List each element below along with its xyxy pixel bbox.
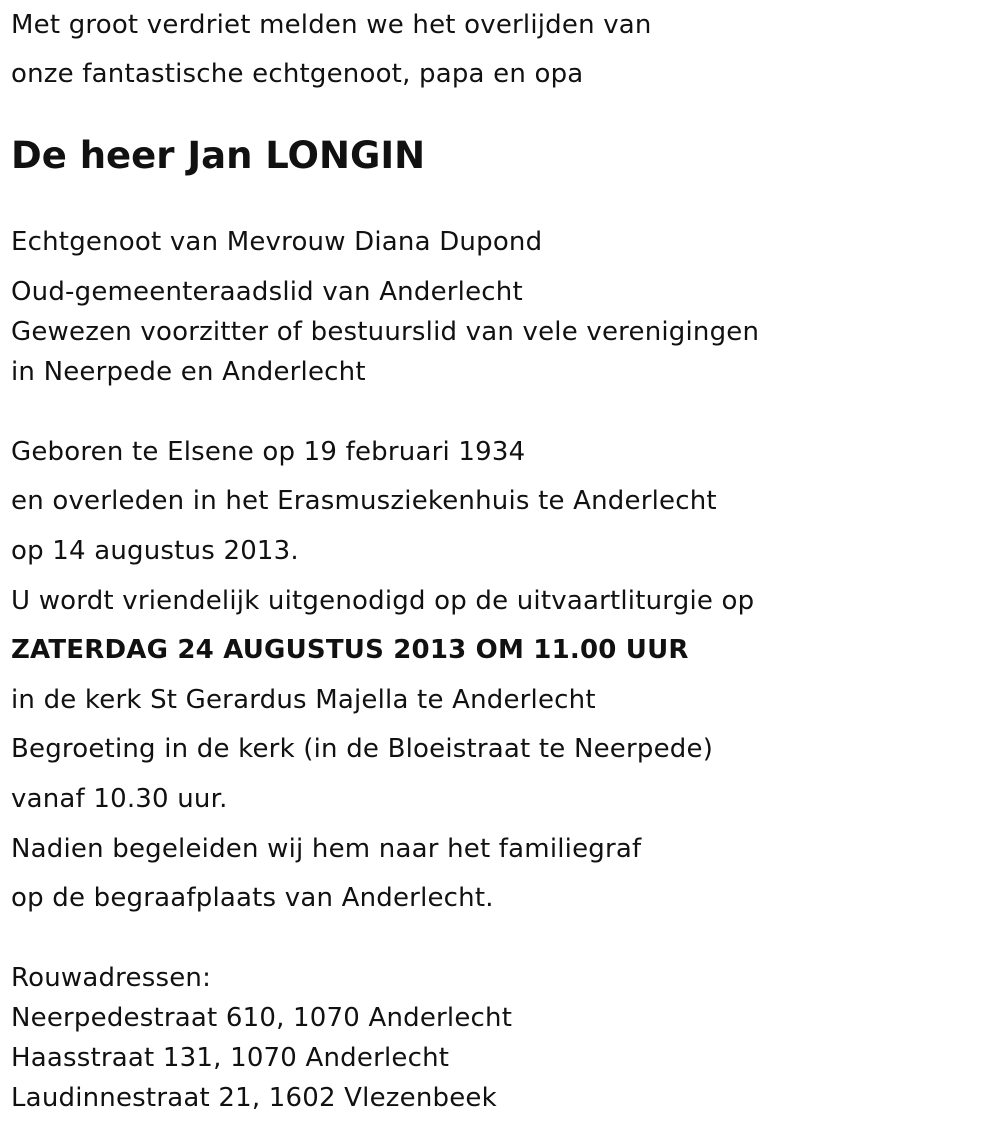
ceremony-burial: Nadien begeleiden wij hem naar het familiegraf — [11, 834, 642, 864]
ceremony-invite: U wordt vriendelijk uitgenodigd op de uitvaartliturgie op — [11, 586, 755, 616]
address-line: Neerpedestraat 610, 1070 Anderlecht — [11, 1003, 513, 1033]
role-line-council: Oud-gemeenteraadslid van Anderlecht — [11, 277, 523, 307]
life-line-born: Geboren te Elsene op 19 februari 1934 — [11, 437, 526, 467]
address-line: Laudinnestraat 21, 1602 Vlezenbeek — [11, 1083, 497, 1113]
life-line-date: op 14 augustus 2013. — [11, 536, 299, 566]
ceremony-cemetery: op de begraafplaats van Anderlecht. — [11, 883, 494, 913]
life-line-died: en overleden in het Erasmusziekenhuis te Anderlecht — [11, 486, 717, 516]
role-line-chairman: Gewezen voorzitter of bestuurslid van vele verenigingen — [11, 317, 760, 347]
ceremony-greeting: Begroeting in de kerk (in de Bloeistraat te Neerpede) — [11, 734, 714, 764]
address-line: Haasstraat 131, 1070 Anderlecht — [11, 1043, 450, 1073]
intro-line-1: Met groot verdriet melden we het overlijden van — [11, 10, 652, 40]
addresses-label: Rouwadressen: — [11, 963, 212, 993]
deceased-name: De heer Jan LONGIN — [11, 134, 426, 177]
ceremony-church: in de kerk St Gerardus Majella te Anderlecht — [11, 685, 596, 715]
intro-line-2: onze fantastische echtgenoot, papa en opa — [11, 59, 584, 89]
role-line-spouse: Echtgenoot van Mevrouw Diana Dupond — [11, 227, 543, 257]
role-line-location: in Neerpede en Anderlecht — [11, 357, 366, 387]
ceremony-datetime: ZATERDAG 24 AUGUSTUS 2013 OM 11.00 UUR — [11, 635, 689, 665]
ceremony-greeting-time: vanaf 10.30 uur. — [11, 784, 228, 814]
